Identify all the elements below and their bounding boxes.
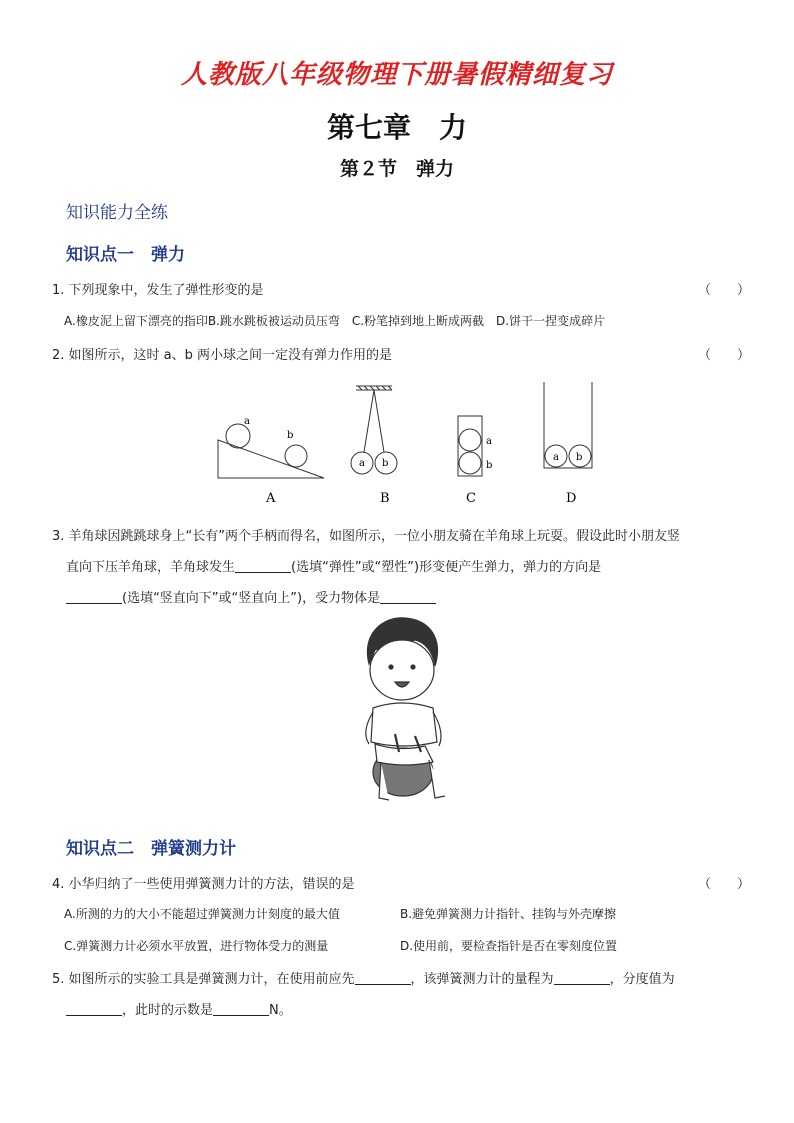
fig-a-ball-b-label: b [287,430,294,441]
question-2-stem: 2. 如图所示，这时 a、b 两小球之间一定没有弹力作用的是 [52,348,393,363]
fig-c-ball-a-label: a [486,436,492,447]
question-4-option-b: B.避免弹簧测力计指针、挂钩与外壳摩擦 [400,907,617,921]
q3-line2-text-a: 直向下压羊角球，羊角球发生 [66,560,236,575]
question-1-answer-paren: （ ） [698,283,751,298]
q5-blank-3[interactable] [66,1002,122,1016]
part-title: 知识能力全练 [66,203,168,223]
section-title: 第２节 弹力 [339,158,454,180]
figure-b-pendulums [351,386,397,474]
q3-blank-3[interactable] [380,590,436,604]
child-on-hopper-ball-illustration [355,612,455,806]
question-3-line-1: 3. 羊角球因跳跳球身上“长有”两个手柄而得名，如图所示，一位小朋友骑在羊角球上玩耍。假设此时小朋友竖 [52,529,681,544]
q5-line2-text-c: N。 [269,1003,292,1018]
q5-line1-text-c: ，分度值为 [609,972,675,987]
fig-label-b: B [380,491,390,506]
page-banner: 人教版八年级物理下册暑假精细复习 [180,60,613,90]
question-1-options: A.橡皮泥上留下漂亮的指印B.跳水跳板被运动员压弯 C.粉笔掉到地上断成两截 D.饼干一捏变成碎片 [64,314,606,328]
q3-blank-2[interactable] [66,590,122,604]
q5-line2-text-b: ，此时的示数是 [122,1003,214,1018]
question-3-line-3 [66,587,436,606]
fig-label-d: D [566,491,577,506]
q5-blank-2[interactable] [554,971,610,985]
question-5-line-2 [66,999,292,1018]
q5-line1-text-a: 5. 如图所示的实验工具是弹簧测力计，在使用前应先 [52,972,355,987]
question-4-option-d: D.使用前，要检查指针是否在零刻度位置 [400,939,618,953]
knowledge-point-2: 知识点二 弹簧测力计 [66,839,236,859]
figure-a-incline [218,424,324,478]
chapter-title: 第七章 力 [326,111,467,144]
fig-b-ball-b-label: b [382,458,389,469]
fig-c-ball-b-label: b [486,460,493,471]
question-4-option-a: A.所测的力的大小不能超过弹簧测力计刻度的最大值 [64,907,340,921]
fig-label-a: A [266,491,276,506]
knowledge-point-1: 知识点一 弹力 [66,245,185,265]
q3-line3-text: (选填“竖直向下”或“竖直向上”)，受力物体是 [122,591,381,606]
question-4-answer-paren: （ ） [698,877,751,892]
figure-c-stacked-box [458,416,482,476]
fig-b-ball-a-label: a [359,458,365,469]
question-5-line-1 [52,968,675,987]
fig-d-ball-a-label: a [553,452,559,463]
figure-d-cup [544,382,592,468]
fig-label-c: C [466,491,476,506]
question-4-option-c: C.弹簧测力计必须水平放置，进行物体受力的测量 [64,939,329,953]
fig-a-ball-a-label: a [244,416,250,427]
q3-line2-text-b: (选填“弹性”或“塑性”)形变便产生弹力，弹力的方向是 [291,560,602,575]
question-1-stem: 1. 下列现象中，发生了弹性形变的是 [52,283,264,298]
fig-d-ball-b-label: b [576,452,583,463]
question-4-stem: 4. 小华归纳了一些使用弹簧测力计的方法，错误的是 [52,877,355,892]
q5-line1-text-b: ，该弹簧测力计的量程为 [410,972,554,987]
question-3-line-2 [66,556,601,575]
question-2-figure [210,376,610,510]
q3-blank-1[interactable] [235,559,291,573]
q5-blank-1[interactable] [355,971,411,985]
question-2-answer-paren: （ ） [698,348,751,363]
q5-blank-4[interactable] [213,1002,269,1016]
